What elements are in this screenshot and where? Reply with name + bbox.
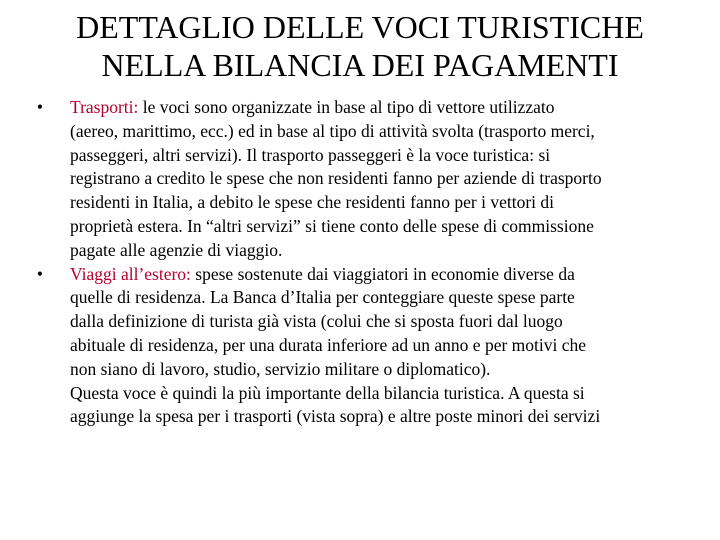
- bullet-line: quelle di residenza. La Banca d’Italia per conteggiare queste spese parte: [70, 287, 575, 308]
- bullet-line: registrano a credito le spese che non residenti fanno per aziende di trasporto: [70, 168, 602, 189]
- bullet-term-viaggi: Viaggi all’estero:: [70, 263, 191, 284]
- bullet-term-trasporti: Trasporti:: [70, 97, 139, 117]
- bullet-line: Questa voce è quindi la più importante della bilancia turistica. A questa si: [70, 382, 585, 403]
- title-line-2: NELLA BILANCIA DEI PAGAMENTI: [101, 47, 619, 83]
- bullet-line: (aereo, marittimo, ecc.) ed in base al tipo di attività svolta (trasporto merci,: [70, 120, 595, 141]
- bullet-text: spese sostenute dai viaggiatori in economie diverse da: [190, 263, 575, 284]
- bullet-line: residenti in Italia, a debito le spese che residenti fanno per i vettori di: [70, 192, 555, 213]
- bullet-viaggi-estero: [30, 263, 710, 430]
- bullet-line: abituale di residenza, per una durata inferiore ad un anno e per motivi che: [70, 334, 587, 355]
- bullet-line: [70, 263, 710, 287]
- bullet-trasporti: [30, 96, 710, 263]
- bullet-line: proprietà estera. In “altri servizi” si tiene conto delle spese di commissione: [70, 215, 594, 236]
- bullet-line: passeggeri, altri servizi). Il trasporto passeggeri è la voce turistica: si: [70, 144, 551, 165]
- bullet-line: [70, 96, 710, 120]
- bullet-text: le voci sono organizzate in base al tipo di vettore utilizzato: [138, 97, 555, 117]
- bullet-dot-icon: •: [36, 263, 44, 284]
- bullet-line: aggiunge la spesa per i trasporti (vista sopra) e altre poste minori dei servizi: [70, 406, 601, 427]
- title-line-1: DETTAGLIO DELLE VOCI TURISTICHE: [76, 9, 644, 45]
- bullet-dot-icon: •: [36, 97, 44, 117]
- bullet-list: [30, 96, 710, 429]
- bullet-line: dalla definizione di turista già vista (colui che si sposta fuori dal luogo: [70, 311, 563, 332]
- slide-title: [40, 8, 680, 84]
- bullet-line: pagate alle agenzie di viaggio.: [70, 239, 283, 260]
- bullet-line: non siano di lavoro, studio, servizio militare o diplomatico).: [70, 358, 491, 379]
